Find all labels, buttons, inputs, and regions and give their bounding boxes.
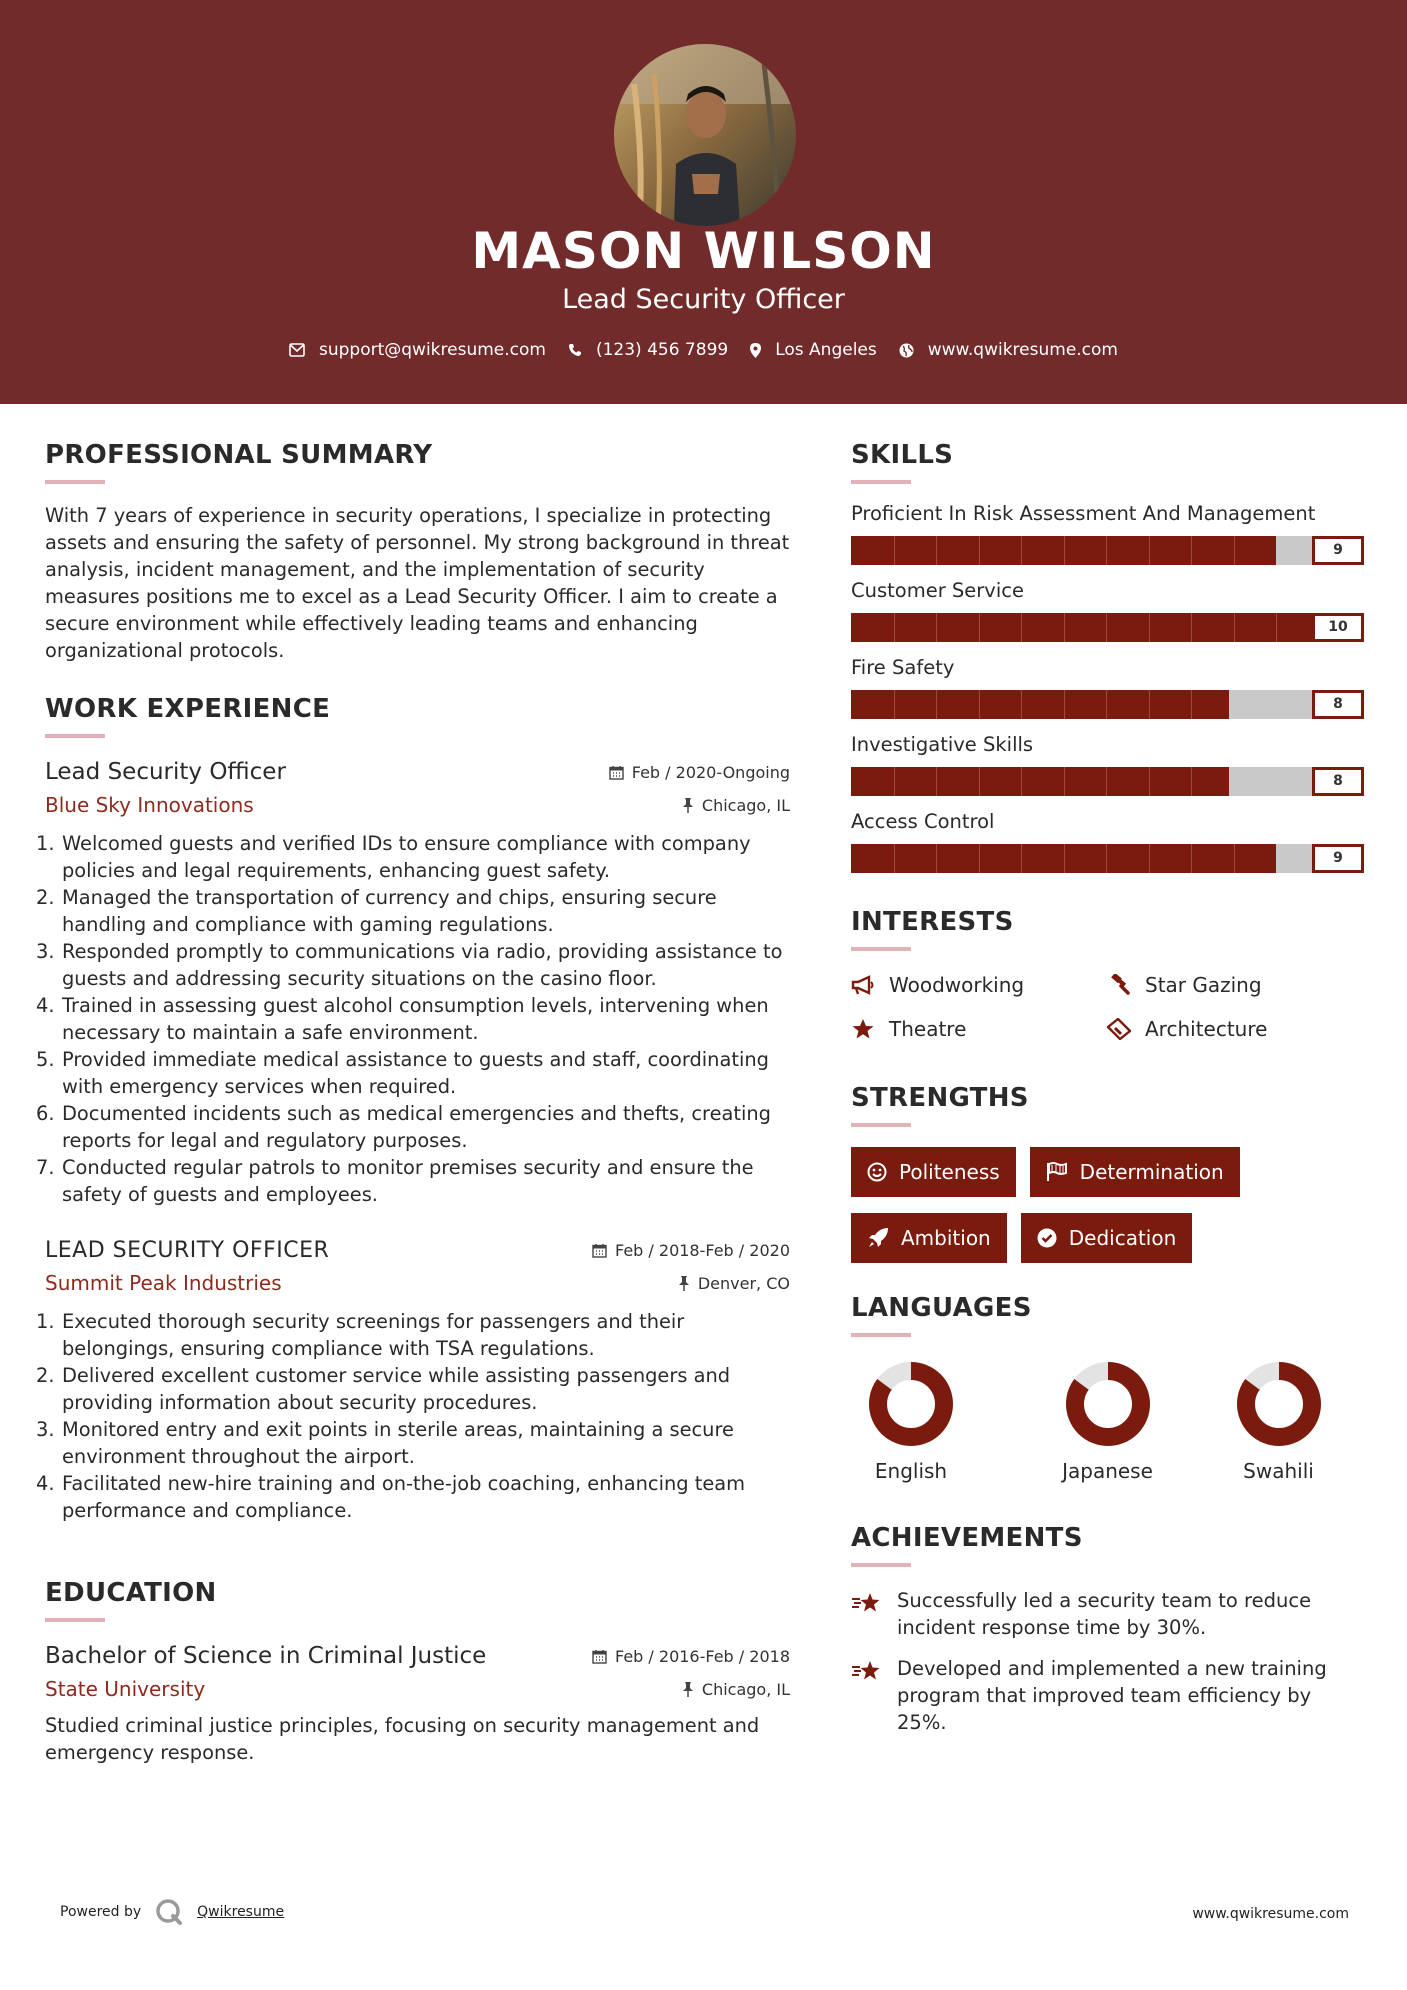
degree-title: Bachelor of Science in Criminal Justice [45, 1643, 487, 1669]
contact-location [750, 340, 877, 360]
megaphone-icon [851, 975, 875, 995]
section-heading: SKILLS [851, 440, 954, 470]
summary-text: With 7 years of experience in security operations, I specialize in protecting assets and ensuring the safety of personnel. My strong background in threat analysis, incident management, and the implementation of security measures positions me to excel as a Lead Security Officer. I aim to create a secure environment while effectively leading teams and enhancing organizational protocols. [45, 504, 790, 662]
right-column [851, 440, 1366, 1750]
language-level-donut [1236, 1361, 1322, 1447]
duties-list [36, 830, 790, 1208]
school-name: State University [45, 1677, 206, 1701]
skill-segment-divider [894, 767, 895, 796]
skill-segment-divider [1064, 767, 1065, 796]
job-dates [592, 1241, 790, 1260]
skill-level-fill [851, 767, 1229, 796]
skill-segment-divider [1021, 844, 1022, 873]
calendar-icon [592, 1243, 607, 1258]
list-item: 3. Responded promptly to communications via radio, providing assistance to guests and addressing security situations on the casino floor. [36, 940, 783, 990]
skill-segment-divider [936, 767, 937, 796]
dates-text: Feb / 2020-Ongoing [631, 762, 790, 782]
flag-icon [1046, 1162, 1068, 1182]
strengths-list [851, 1147, 1371, 1263]
heading-underline [851, 1563, 911, 1567]
skill-item [851, 656, 1366, 719]
skill-name: Investigative Skills [851, 733, 1034, 756]
interest-label: Star Gazing [1145, 973, 1262, 997]
skill-segment-divider [1149, 690, 1150, 719]
skill-segment-divider [1106, 613, 1107, 642]
list-item: 7. Conducted regular patrols to monitor premises security and ensure the safety of guests and employees. [36, 1156, 754, 1206]
skill-segment-divider [936, 613, 937, 642]
strength-chip [1021, 1213, 1193, 1263]
strength-chip [1030, 1147, 1240, 1197]
left-column [36, 440, 790, 1766]
heading-underline [851, 480, 911, 484]
skill-name: Fire Safety [851, 656, 955, 679]
skill-segment-divider [1064, 844, 1065, 873]
heading-underline [851, 947, 911, 951]
skill-score-badge: 8 [1312, 767, 1364, 796]
list-item: 1. Executed thorough security screenings for passengers and their belongings, ensuring compliance with TSA regulations. [36, 1310, 685, 1360]
location-text: Chicago, IL [701, 795, 790, 815]
list-item: 2. Managed the transportation of currency and chips, ensuring secure handling and compliance with gaming regulations. [36, 886, 717, 936]
location-text: Denver, CO [697, 1273, 790, 1293]
skill-segment-divider [894, 613, 895, 642]
skill-level-fill [851, 613, 1364, 642]
skill-segment-divider [1106, 767, 1107, 796]
dates-text: Feb / 2016-Feb / 2018 [615, 1646, 790, 1666]
language-level-donut [1065, 1361, 1151, 1447]
skill-segment-divider [1191, 613, 1192, 642]
skills-section [851, 440, 1366, 873]
skill-segment-divider [1064, 613, 1065, 642]
skill-score-badge: 9 [1312, 536, 1364, 565]
powered-by-text: Powered by [60, 1904, 142, 1920]
skill-segment-divider [979, 844, 980, 873]
strength-label: Determination [1079, 1160, 1224, 1184]
list-item: 3. Monitored entry and exit points in sterile areas, maintaining a secure environment throughout the airport. [36, 1418, 734, 1468]
check-circle-icon [1037, 1228, 1057, 1248]
skill-segment-divider [979, 767, 980, 796]
job-title: LEAD SECURITY OFFICER [45, 1237, 330, 1263]
skill-segment-divider [979, 690, 980, 719]
skill-segment-divider [1149, 536, 1150, 565]
brand-link[interactable]: Qwikresume [197, 1904, 285, 1920]
language-item [851, 1361, 971, 1483]
skill-level-bar [851, 536, 1364, 565]
languages-list [851, 1361, 1366, 1483]
skill-segment-divider [1234, 536, 1235, 565]
profile-photo [614, 44, 796, 226]
interest-item [851, 1015, 1107, 1043]
section-heading: ACHIEVEMENTS [851, 1523, 1083, 1553]
contact-email[interactable] [289, 340, 546, 360]
skill-segment-divider [1021, 536, 1022, 565]
skill-name: Proficient In Risk Assessment And Management [851, 502, 1316, 525]
achievement-item [851, 1655, 1366, 1736]
achievement-text: Developed and implemented a new training program that improved team efficiency by 25%. [897, 1657, 1327, 1734]
phone-text: (123) 456 7899 [595, 340, 729, 360]
list-item: 4. Trained in assessing guest alcohol consumption levels, intervening when necessary to maintain a safe environment. [36, 994, 769, 1044]
skill-item [851, 810, 1366, 873]
smile-icon [867, 1162, 887, 1182]
heading-underline [45, 480, 105, 484]
job-title: Lead Security Officer [45, 759, 286, 785]
job-entry [36, 1234, 790, 1524]
list-item: 5. Provided immediate medical assistance to guests and staff, coordinating with emergency services when required. [36, 1048, 769, 1098]
skills-list [851, 502, 1366, 873]
skill-segment-divider [1064, 536, 1065, 565]
experience-section [36, 694, 790, 1524]
heading-underline [851, 1333, 911, 1337]
interest-item [851, 971, 1107, 999]
skill-level-bar [851, 613, 1364, 642]
skill-segment-divider [936, 690, 937, 719]
skill-segment-divider [1191, 690, 1192, 719]
skill-segment-divider [936, 536, 937, 565]
skill-segment-divider [1191, 844, 1192, 873]
envelope-icon [289, 343, 305, 357]
skill-score-badge: 8 [1312, 690, 1364, 719]
job-entry [36, 756, 790, 1208]
map-marker-icon [750, 343, 761, 358]
skill-segment-divider [1149, 767, 1150, 796]
list-item: 1. Welcomed guests and verified IDs to ensure compliance with company policies and legal requirements, enhancing guest safety. [36, 832, 751, 882]
skill-segment-divider [936, 844, 937, 873]
language-item [1193, 1361, 1364, 1483]
section-heading: INTERESTS [851, 907, 1014, 937]
skill-segment-divider [1021, 613, 1022, 642]
section-heading: STRENGTHS [851, 1083, 1029, 1113]
trophy-star-icon [851, 1591, 883, 1615]
interests-list [851, 971, 1366, 1043]
strengths-section [851, 1083, 1366, 1263]
interest-item [1107, 971, 1363, 999]
language-label: English [874, 1459, 948, 1483]
skill-segment-divider [894, 844, 895, 873]
language-item [1022, 1361, 1193, 1483]
contact-bar [0, 336, 1407, 364]
rocket-icon [867, 1227, 889, 1249]
achievement-item [851, 1587, 1366, 1641]
company-name: Summit Peak Industries [45, 1271, 282, 1295]
skill-segment-divider [979, 536, 980, 565]
skill-segment-divider [894, 690, 895, 719]
language-level-donut [868, 1361, 954, 1447]
language-label: Swahili [1243, 1459, 1314, 1483]
heading-underline [45, 1618, 105, 1622]
calendar-icon [609, 765, 624, 780]
strength-label: Ambition [901, 1226, 991, 1250]
skill-segment-divider [1106, 844, 1107, 873]
dates-text: Feb / 2018-Feb / 2020 [615, 1240, 790, 1260]
education-description: Studied criminal justice principles, focusing on security management and emergency response. [45, 1714, 760, 1764]
skill-segment-divider [894, 536, 895, 565]
strength-chip [851, 1213, 1007, 1263]
skill-item [851, 579, 1366, 642]
skill-segment-divider [1106, 690, 1107, 719]
skill-score-badge: 10 [1312, 613, 1364, 642]
strength-label: Dedication [1068, 1226, 1177, 1250]
skill-level-bar [851, 767, 1364, 796]
skill-item [851, 733, 1366, 796]
education-location [682, 1680, 790, 1699]
contact-phone[interactable] [568, 340, 728, 360]
candidate-title: Lead Security Officer [562, 284, 845, 315]
footer-powered-by [60, 1898, 284, 1926]
resume-header [0, 0, 1407, 404]
candidate-name: MASON WILSON [471, 222, 936, 280]
education-dates [592, 1647, 790, 1666]
location-text: Chicago, IL [701, 1679, 790, 1699]
skill-segment-divider [1234, 613, 1235, 642]
skill-score-badge: 9 [1312, 844, 1364, 873]
achievement-text: Successfully led a security team to reduce incident response time by 30%. [897, 1589, 1312, 1639]
interests-section [851, 907, 1366, 1043]
list-item: 6. Documented incidents such as medical emergencies and thefts, creating reports for legal and regulatory purposes. [36, 1102, 771, 1152]
gavel-icon [1107, 974, 1131, 996]
job-dates [609, 763, 790, 782]
location-text: Los Angeles [775, 340, 877, 360]
strength-label: Politeness [899, 1160, 1000, 1184]
skill-item [851, 502, 1366, 565]
list-item: 2. Delivered excellent customer service while assisting passengers and providing information about security procedures. [36, 1364, 731, 1414]
company-name: Blue Sky Innovations [45, 793, 254, 817]
strength-chip [851, 1147, 1016, 1197]
skill-segment-divider [1064, 690, 1065, 719]
skill-segment-divider [1106, 536, 1107, 565]
list-item: 4. Facilitated new-hire training and on-the-job coaching, enhancing team performance and compliance. [36, 1472, 746, 1522]
skill-segment-divider [1021, 690, 1022, 719]
globe-icon [899, 343, 914, 358]
pushpin-icon [682, 798, 694, 813]
skill-segment-divider [1191, 767, 1192, 796]
star-icon [851, 1018, 875, 1040]
pushpin-icon [678, 1276, 690, 1291]
languages-section [851, 1293, 1366, 1483]
interest-label: Architecture [1145, 1017, 1268, 1041]
skill-segment-divider [1021, 767, 1022, 796]
skill-segment-divider [1191, 536, 1192, 565]
calendar-icon [592, 1649, 607, 1664]
job-location [678, 1274, 790, 1293]
skill-level-bar [851, 844, 1364, 873]
phone-icon [568, 343, 582, 357]
website-text: www.qwikresume.com [927, 340, 1118, 360]
skill-segment-divider [979, 613, 980, 642]
job-location [682, 796, 790, 815]
skill-segment-divider [1149, 613, 1150, 642]
heading-underline [45, 734, 105, 738]
email-text: support@qwikresume.com [319, 340, 546, 360]
heading-underline [851, 1123, 911, 1127]
duties-list [36, 1308, 790, 1524]
skill-name: Access Control [851, 810, 995, 833]
skill-segment-divider [1234, 844, 1235, 873]
interest-label: Theatre [889, 1017, 967, 1041]
interest-item [1107, 1015, 1363, 1043]
summary-section [45, 440, 790, 664]
section-heading: WORK EXPERIENCE [45, 694, 331, 724]
skill-level-fill [851, 690, 1229, 719]
pushpin-icon [682, 1682, 694, 1697]
skill-segment-divider [1276, 613, 1277, 642]
ticket-icon [1107, 1018, 1131, 1040]
trophy-star-icon [851, 1659, 883, 1683]
section-heading: EDUCATION [45, 1578, 217, 1608]
education-section [45, 1578, 790, 1766]
section-heading: PROFESSIONAL SUMMARY [45, 440, 433, 470]
skill-segment-divider [1149, 844, 1150, 873]
section-heading: LANGUAGES [851, 1293, 1032, 1323]
skill-level-bar [851, 690, 1364, 719]
qwikresume-logo-icon [155, 1898, 183, 1926]
footer-website[interactable]: www.qwikresume.com [1192, 1906, 1349, 1922]
achievements-section [851, 1523, 1366, 1736]
interest-label: Woodworking [889, 973, 1025, 997]
language-label: Japanese [1062, 1459, 1153, 1483]
contact-website[interactable] [899, 340, 1118, 360]
skill-name: Customer Service [851, 579, 1024, 602]
